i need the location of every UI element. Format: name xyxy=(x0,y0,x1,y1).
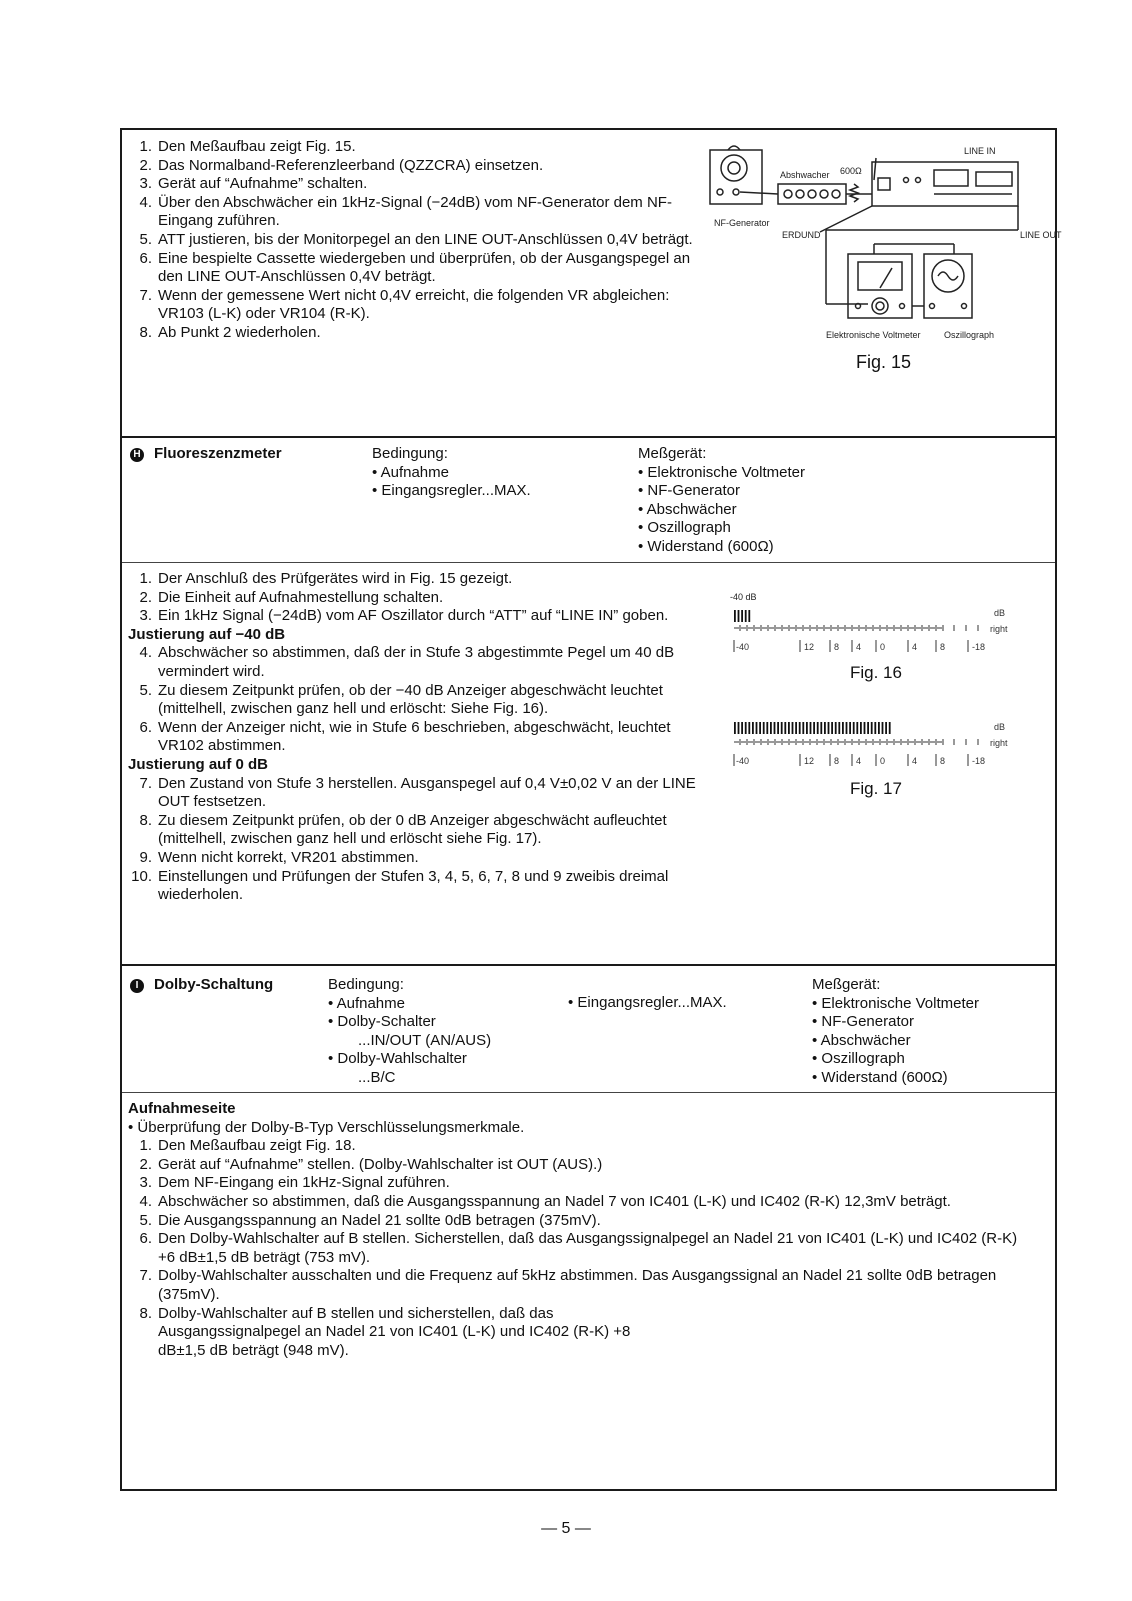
list-item: 3. Gerät auf “Aufnahme” schalten. xyxy=(139,175,368,193)
line-out-label: LINE OUT xyxy=(1020,230,1062,240)
list-item: 8. Ab Punkt 2 wiederholen. xyxy=(139,323,321,341)
lit-segment xyxy=(748,610,750,622)
section-i-conditions xyxy=(328,976,491,1088)
list-item: 9. Wenn nicht korrekt, VR201 abstimmen. xyxy=(139,848,419,866)
lit-segment xyxy=(824,722,826,734)
equipment-item: • Abschwächer xyxy=(812,1031,911,1049)
lit-segment xyxy=(856,722,858,734)
lit-segment xyxy=(882,722,884,734)
lit-segment xyxy=(838,722,840,734)
intro-text: • Überprüfung der Dolby-B-Typ Verschlüsselungsmerkmale. xyxy=(128,1118,525,1136)
scale-label: 4 xyxy=(856,642,862,652)
scale-label: -18 xyxy=(972,642,986,652)
condition-item: • Aufnahme xyxy=(328,994,405,1012)
equipment-label: Meßgerät: xyxy=(638,445,707,462)
lit-segment xyxy=(871,722,873,734)
lit-segment xyxy=(759,722,761,734)
fig16-lit-segments xyxy=(734,610,750,622)
list-item: 6. Wenn der Anzeiger nicht, wie in Stufe 6 beschrieben, abgeschwächt, leuchtet VR102 abstimmen. xyxy=(139,718,671,755)
fig16-caption: Fig. 16 xyxy=(850,663,902,682)
list-item: 4. Abschwächer so abstimmen, daß die Ausgangsspannung an Nadel 7 von IC401 (L-K) und IC402 (R-K) 12,3mV beträgt. xyxy=(139,1192,951,1210)
scale-label: 8 xyxy=(834,756,840,766)
lit-segment xyxy=(889,722,891,734)
list-item: 7. Wenn der gemessene Wert nicht 0,4V erreicht, die folgenden VR abgleichen: VR103 (L-K) oder VR104 (R-K). xyxy=(139,286,670,323)
fig15-diagram xyxy=(708,134,1062,374)
lit-segment xyxy=(763,722,765,734)
line-in-label: LINE IN xyxy=(964,146,996,156)
lit-segment xyxy=(802,722,804,734)
lit-segment xyxy=(842,722,844,734)
lit-segment xyxy=(741,610,743,622)
lit-segment xyxy=(828,722,830,734)
fig17-segment-row xyxy=(734,739,978,745)
attenuator-label: Abshwacher xyxy=(780,170,830,180)
page-frame xyxy=(120,128,1062,1491)
lit-segment xyxy=(734,610,736,622)
equipment-item: • Widerstand (600Ω) xyxy=(812,1068,948,1086)
scale-label: 12 xyxy=(804,642,815,652)
scale-label: -40 xyxy=(736,642,750,652)
section-i-equipment xyxy=(812,976,979,1088)
lit-segment xyxy=(849,722,851,734)
list-item: 1. Den Meßaufbau zeigt Fig. 15. xyxy=(139,138,356,155)
ground-label: ERDUND xyxy=(782,230,821,240)
equipment-item: • NF-Generator xyxy=(812,1013,914,1031)
scale-label: 0 xyxy=(880,642,886,652)
list-item: 6. Eine bespielte Cassette wiedergeben und überprüfen, ob der Ausgangspegel an den LINE OUT-Anschlüssen 0,4V beträgt. xyxy=(139,249,691,286)
fig15-caption: Fig. 15 xyxy=(856,352,912,372)
lit-segment xyxy=(741,722,743,734)
scale-label: 12 xyxy=(804,756,815,766)
nf-generator-label: NF-Generator xyxy=(714,218,770,228)
lit-segment xyxy=(738,610,740,622)
lit-segment xyxy=(745,610,747,622)
lit-segment xyxy=(748,722,750,734)
scale-label: -40 xyxy=(736,756,750,766)
section-title: Fluoreszenzmeter xyxy=(154,445,282,462)
section-title: Dolby-Schaltung xyxy=(154,976,274,993)
lit-segment xyxy=(734,722,736,734)
condition-item: • Dolby-Schalter xyxy=(328,1013,436,1031)
scale-label: 8 xyxy=(940,642,946,652)
lit-segment xyxy=(813,722,815,734)
equipment-item: • Widerstand (600Ω) xyxy=(638,537,774,555)
lit-segment xyxy=(792,722,794,734)
section-divider xyxy=(122,1092,1055,1093)
lit-segment xyxy=(784,722,786,734)
fig17-side: right xyxy=(990,738,1008,748)
condition-item: ...B/C xyxy=(358,1068,396,1086)
equipment-item: • Abschwächer xyxy=(638,500,737,518)
condition-item: • Eingangsregler...MAX. xyxy=(372,482,531,500)
section-badge: I xyxy=(130,979,144,993)
lit-segment xyxy=(788,722,790,734)
lit-segment xyxy=(810,722,812,734)
subheading: Justierung auf 0 dB xyxy=(128,755,269,773)
scale-label: 4 xyxy=(856,756,862,766)
lit-segment xyxy=(864,722,866,734)
lit-segment xyxy=(846,722,848,734)
lit-segment xyxy=(820,722,822,734)
subheading: Justierung auf −40 dB xyxy=(128,625,286,643)
lit-segment xyxy=(860,722,862,734)
lit-segment xyxy=(774,722,776,734)
resistor-label: 600Ω xyxy=(840,166,862,176)
lit-segment xyxy=(799,722,801,734)
section-i-heading xyxy=(130,976,273,995)
condition-item: • Eingangsregler...MAX. xyxy=(568,994,727,1011)
scale-label: 8 xyxy=(834,642,840,652)
fig16-scale-ticks xyxy=(734,640,968,652)
fig17-meter xyxy=(722,710,1032,810)
list-item: 2. Gerät auf “Aufnahme” stellen. (Dolby-Wahlschalter ist OUT (AUS).) xyxy=(139,1155,603,1173)
list-item: 3. Ein 1kHz Signal (−24dB) vom AF Oszillator durch “ATT” auf “LINE IN” goben. xyxy=(139,607,669,625)
lit-segment xyxy=(885,722,887,734)
fig16-top-label: -40 dB xyxy=(730,592,757,602)
equipment-item: • Oszillograph xyxy=(812,1050,905,1068)
equipment-label: Meßgerät: xyxy=(812,976,881,993)
section-i-body xyxy=(128,1100,1028,1360)
list-item: 7. Dolby-Wahlschalter ausschalten und die Frequenz auf 5kHz abstimmen. Das Ausgangssignal an Nadel 21 sollte 0dB betragen (375mV). xyxy=(139,1267,997,1303)
fig17-scale-ticks xyxy=(734,754,968,766)
scale-label: 0 xyxy=(880,756,886,766)
list-item: 6. Den Dolby-Wahlschalter auf B stellen. Sicherstellen, daß das Ausgangssignalpegel an Nadel 21 von IC401 (L-K) und IC402 (R-K) +6 dB±1,5 dB beträgt (753 mV). xyxy=(139,1230,1018,1266)
scale-label: 4 xyxy=(912,756,918,766)
subheading: Aufnahmeseite xyxy=(128,1100,236,1117)
list-item: 5. Die Ausgangsspannung an Nadel 21 sollte 0dB betragen (375mV). xyxy=(139,1211,601,1229)
nf-generator-box xyxy=(710,150,762,204)
list-item: 2. Die Einheit auf Aufnahmestellung schalten. xyxy=(139,588,444,606)
list-item: 7. Den Zustand von Stufe 3 herstellen. Ausganspegel auf 0,4 V±0,02 V an der LINE OUT festsetzen. xyxy=(139,774,696,811)
list-item: 5. ATT justieren, bis der Monitorpegel an den LINE OUT-Anschlüssen 0,4V beträgt. xyxy=(139,230,693,248)
fig17-caption: Fig. 17 xyxy=(850,779,902,798)
list-item: 8. Dolby-Wahlschalter auf B stellen und sicherstellen, daß das Ausgangssignalpegel an Nadel 21 von IC401 (L-K) und IC402 (R-K) +8 dB±1,5 dB beträgt (948 mV). xyxy=(139,1304,631,1359)
section-h-conditions xyxy=(372,445,531,501)
lit-segment xyxy=(867,722,869,734)
lit-segment xyxy=(853,722,855,734)
lit-segment xyxy=(878,722,880,734)
scale-label: 8 xyxy=(940,756,946,766)
equipment-item: • Oszillograph xyxy=(638,519,731,537)
fig16-segment-row xyxy=(734,625,978,631)
lit-segment xyxy=(781,722,783,734)
lit-segment xyxy=(770,722,772,734)
section-divider xyxy=(122,436,1055,438)
list-item: 1. Den Meßaufbau zeigt Fig. 18. xyxy=(139,1137,356,1155)
list-item: 5. Zu diesem Zeitpunkt prüfen, ob der −40 dB Anzeiger abgeschwächt leuchtet (mittelhell, zwischen ganz hell und erlöscht: Siehe Fig. 16). xyxy=(139,681,663,718)
equipment-item: • Elektronische Voltmeter xyxy=(638,463,805,481)
lit-segment xyxy=(874,722,876,734)
list-item: 10. Einstellungen und Prüfungen der Stufen 3, 4, 5, 6, 7, 8 und 9 zweibis dreimal wiederholen. xyxy=(131,867,669,904)
attenuator-box xyxy=(778,184,846,204)
condition-label: Bedingung: xyxy=(328,976,404,993)
list-item: 3. Dem NF-Eingang ein 1kHz-Signal zuführen. xyxy=(139,1174,450,1192)
condition-label: Bedingung: xyxy=(372,445,448,462)
list-item: 4. Abschwächer so abstimmen, daß der in Stufe 3 abgestimmte Pegel um 40 dB vermindert wird. xyxy=(139,644,675,680)
section-divider xyxy=(122,562,1055,563)
scale-label: -18 xyxy=(972,756,986,766)
condition-item: • Dolby-Wahlschalter xyxy=(328,1050,467,1068)
lit-segment xyxy=(752,722,754,734)
voltmeter-label: Elektronische Voltmeter xyxy=(826,330,921,340)
lit-segment xyxy=(777,722,779,734)
section-h-body xyxy=(128,570,708,905)
lit-segment xyxy=(738,722,740,734)
equipment-item: • NF-Generator xyxy=(638,482,740,500)
section-g-steps xyxy=(128,138,708,343)
lit-segment xyxy=(806,722,808,734)
list-item: 2. Das Normalband-Referenzleerband (QZZCRA) einsetzen. xyxy=(139,156,544,174)
fig16-unit: dB xyxy=(994,608,1006,618)
lit-segment xyxy=(835,722,837,734)
list-item: 8. Zu diesem Zeitpunkt prüfen, ob der 0 dB Anzeiger abgeschwächt aufleuchtet (mittelhell, zwischen ganz hell und erlöscht siehe Fig. 17). xyxy=(139,811,667,848)
list-item: 1. Der Anschluß des Prüfgerätes wird in Fig. 15 gezeigt. xyxy=(139,570,513,587)
fig17-lit-segments xyxy=(734,722,891,734)
lit-segment xyxy=(817,722,819,734)
scale-label: 4 xyxy=(912,642,918,652)
section-h-heading xyxy=(130,445,282,464)
oscillograph-label: Oszillograph xyxy=(944,330,995,340)
condition-item: ...IN/OUT (AN/AUS) xyxy=(358,1031,492,1049)
lit-segment xyxy=(766,722,768,734)
fig16-side: right xyxy=(990,624,1008,634)
section-divider xyxy=(122,964,1055,966)
fig16-meter xyxy=(722,590,1032,690)
section-badge: H xyxy=(130,448,144,462)
lit-segment xyxy=(756,722,758,734)
lit-segment xyxy=(745,722,747,734)
list-item: 4. Über den Abschwächer ein 1kHz-Signal (−24dB) vom NF-Generator dem NF-Eingang zuführen. xyxy=(139,193,672,230)
lit-segment xyxy=(831,722,833,734)
condition-item: • Aufnahme xyxy=(372,463,449,481)
equipment-item: • Elektronische Voltmeter xyxy=(812,994,979,1012)
lit-segment xyxy=(795,722,797,734)
tape-deck-box xyxy=(872,162,1018,206)
page-number: — 5 — xyxy=(541,1520,591,1537)
fig17-unit: dB xyxy=(994,722,1006,732)
section-h-equipment xyxy=(638,445,805,557)
